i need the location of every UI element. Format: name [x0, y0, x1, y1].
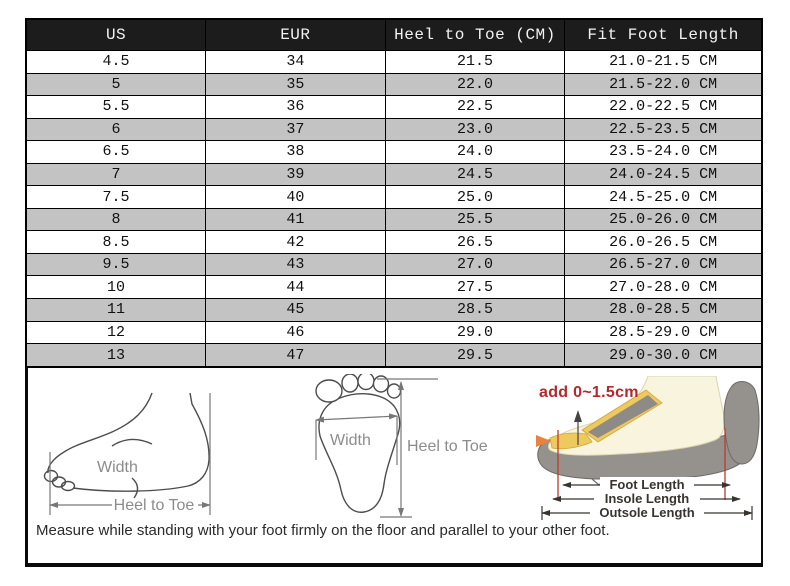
size-cell: 29.5 — [385, 344, 565, 367]
size-cell: 46 — [206, 321, 386, 344]
foot-outline — [45, 393, 210, 498]
size-cell: 39 — [206, 163, 386, 186]
size-cell: 29.0-30.0 CM — [565, 344, 762, 367]
size-cell: 22.5 — [385, 96, 565, 119]
size-row — [26, 51, 762, 74]
column-header: EUR — [206, 19, 386, 51]
size-cell: 24.0-24.5 CM — [565, 163, 762, 186]
size-cell: 5.5 — [26, 96, 206, 119]
insole-length-label: Insole Length — [604, 491, 690, 506]
heel-collar — [724, 381, 759, 464]
size-row — [26, 163, 762, 186]
size-cell: 27.0 — [385, 253, 565, 276]
size-cell: 24.5 — [385, 163, 565, 186]
size-cell: 21.0-21.5 CM — [565, 51, 762, 74]
size-cell: 28.0-28.5 CM — [565, 299, 762, 322]
big-toe — [316, 380, 342, 402]
size-cell: 24.0 — [385, 141, 565, 164]
size-cell: 27.0-28.0 CM — [565, 276, 762, 299]
size-cell: 24.5-25.0 CM — [565, 186, 762, 209]
side-foot-diagram — [40, 380, 230, 528]
add-note: add 0~1.5cm — [539, 384, 639, 401]
size-cell: 9.5 — [26, 253, 206, 276]
measurement-diagrams — [25, 368, 763, 567]
size-cell: 42 — [206, 231, 386, 254]
size-cell: 21.5-22.0 CM — [565, 73, 762, 96]
measurement-instruction: Measure while standing with your foot firmly on the floor and parallel to your other foot. — [36, 522, 610, 539]
size-chart-sheet — [25, 18, 763, 567]
size-cell: 40 — [206, 186, 386, 209]
size-cell: 44 — [206, 276, 386, 299]
size-cell: 36 — [206, 96, 386, 119]
size-cell: 7.5 — [26, 186, 206, 209]
size-cell: 7 — [26, 163, 206, 186]
size-cell: 8.5 — [26, 231, 206, 254]
size-cell: 29.0 — [385, 321, 565, 344]
size-cell: 28.5-29.0 CM — [565, 321, 762, 344]
width-hook — [132, 478, 138, 498]
size-cell: 6 — [26, 118, 206, 141]
size-cell: 12 — [26, 321, 206, 344]
size-cell: 28.5 — [385, 299, 565, 322]
size-cell: 8 — [26, 208, 206, 231]
size-row — [26, 118, 762, 141]
footprint-diagram — [300, 374, 500, 524]
foot-length-label: Foot Length — [609, 477, 685, 492]
size-cell: 37 — [206, 118, 386, 141]
size-cell: 21.5 — [385, 51, 565, 74]
size-cell: 4.5 — [26, 51, 206, 74]
size-cell: 13 — [26, 344, 206, 367]
size-cell: 22.0 — [385, 73, 565, 96]
size-cell: 34 — [206, 51, 386, 74]
size-cell: 45 — [206, 299, 386, 322]
table-header-row — [26, 19, 762, 51]
size-cell: 10 — [26, 276, 206, 299]
size-cell: 25.0-26.0 CM — [565, 208, 762, 231]
size-cell: 27.5 — [385, 276, 565, 299]
size-row — [26, 73, 762, 96]
size-cell: 26.5 — [385, 231, 565, 254]
size-row — [26, 253, 762, 276]
column-header: Fit Foot Length — [565, 19, 762, 51]
size-row — [26, 321, 762, 344]
size-cell: 23.0 — [385, 118, 565, 141]
size-cell: 11 — [26, 299, 206, 322]
outsole-length-label: Outsole Length — [599, 505, 695, 520]
size-cell: 41 — [206, 208, 386, 231]
size-row — [26, 186, 762, 209]
add-arrow-head — [574, 410, 582, 422]
footprint-heel-to-toe-label: Heel to Toe — [407, 438, 488, 455]
size-row — [26, 231, 762, 254]
size-cell: 47 — [206, 344, 386, 367]
width-arc — [112, 439, 152, 446]
size-cell: 5 — [26, 73, 206, 96]
size-cell: 26.0-26.5 CM — [565, 231, 762, 254]
size-cell: 25.5 — [385, 208, 565, 231]
footprint-width-label: Width — [330, 432, 371, 449]
size-cell: 6.5 — [26, 141, 206, 164]
size-row — [26, 299, 762, 322]
size-cell: 26.5-27.0 CM — [565, 253, 762, 276]
column-header: Heel to Toe (CM) — [385, 19, 565, 51]
side-foot-width-label: Width — [97, 459, 138, 476]
size-cell: 38 — [206, 141, 386, 164]
side-foot-heel-to-toe-label: Heel to Toe — [113, 497, 195, 514]
size-row — [26, 276, 762, 299]
column-header: US — [26, 19, 206, 51]
size-row — [26, 96, 762, 119]
size-cell: 22.5-23.5 CM — [565, 118, 762, 141]
size-row — [26, 141, 762, 164]
size-cell: 23.5-24.0 CM — [565, 141, 762, 164]
size-cell: 25.0 — [385, 186, 565, 209]
size-cell: 22.0-22.5 CM — [565, 96, 762, 119]
size-table — [25, 18, 763, 368]
size-cell: 43 — [206, 253, 386, 276]
size-row — [26, 208, 762, 231]
size-cell: 35 — [206, 73, 386, 96]
size-row — [26, 344, 762, 367]
